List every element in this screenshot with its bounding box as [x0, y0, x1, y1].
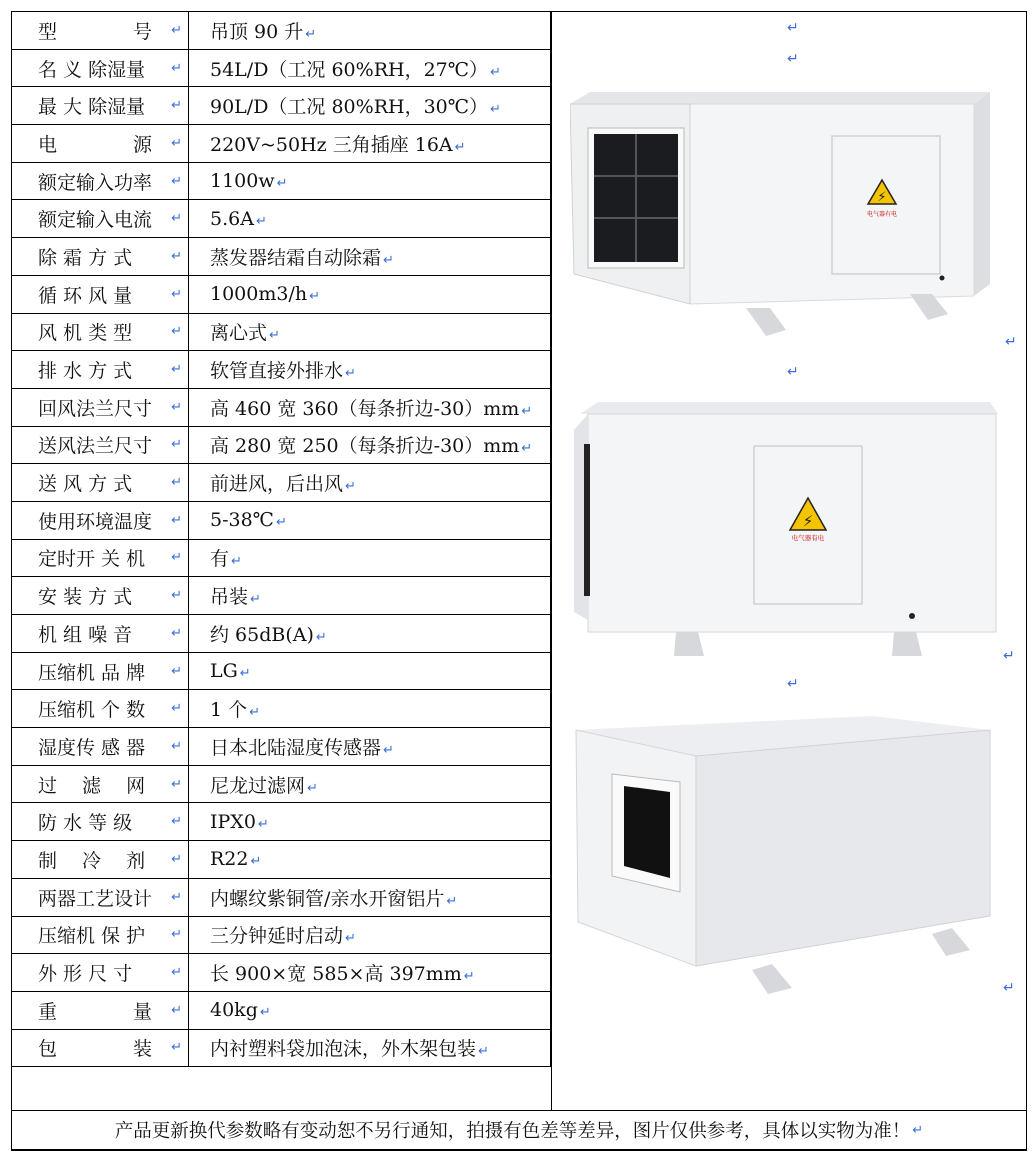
spec-value: R22 — [210, 848, 249, 871]
spec-value-cell — [189, 501, 551, 539]
return-mark: ↵ — [1003, 980, 1015, 996]
spec-label: 型 号 — [38, 20, 153, 43]
spec-value: 离心式 — [210, 322, 268, 345]
return-mark: ↵ — [454, 139, 466, 155]
spec-value: 软管直接外排水 — [210, 360, 344, 383]
svg-text:⚡: ⚡ — [877, 190, 887, 205]
return-mark: ↵ — [171, 98, 182, 114]
spec-label-cell — [12, 464, 189, 502]
spec-value: 长 900×宽 585×高 397mm — [210, 963, 462, 986]
spec-value-cell — [189, 351, 551, 389]
return-mark: ↵ — [345, 366, 356, 382]
return-mark: ↵ — [345, 479, 356, 495]
dehumidifier-rear-image — [572, 716, 1008, 998]
spec-label: 压缩机 个 数 — [38, 699, 146, 722]
return-mark: ↵ — [345, 931, 356, 947]
spec-label: 名 义 除湿量 — [38, 58, 146, 81]
spec-label: 额定输入电流 — [38, 209, 153, 232]
return-mark: ↵ — [250, 854, 262, 870]
spec-row — [12, 1029, 551, 1067]
return-mark: ↵ — [269, 328, 280, 344]
spec-value-cell — [189, 652, 551, 690]
return-mark: ↵ — [171, 1002, 182, 1018]
spec-table — [11, 11, 551, 1067]
return-mark: ↵ — [463, 969, 475, 985]
spec-value: 1 个 — [210, 699, 248, 722]
return-mark: ↵ — [307, 780, 318, 796]
spec-row — [12, 200, 551, 238]
return-mark: ↵ — [275, 515, 287, 531]
spec-value-cell — [189, 162, 551, 200]
return-mark: ↵ — [1003, 648, 1015, 664]
footer-note — [11, 1110, 1027, 1150]
spec-value: 日本北陆湿度传感器 — [210, 736, 382, 759]
return-mark: ↵ — [171, 814, 182, 830]
spec-value-cell — [189, 539, 551, 577]
spec-label: 安 装 方 式 — [38, 586, 133, 609]
spec-row — [12, 275, 551, 313]
spec-label: 除 霜 方 式 — [38, 246, 133, 269]
spec-label-cell — [12, 1029, 189, 1067]
return-mark: ↵ — [383, 742, 394, 758]
return-mark: ↵ — [446, 893, 458, 909]
spec-value: 三分钟延时启动 — [210, 925, 344, 948]
spec-label-cell — [12, 12, 189, 50]
spec-label: 外 形 尺 寸 — [38, 963, 133, 986]
spec-label: 机 组 噪 音 — [38, 623, 133, 646]
spec-row — [12, 501, 551, 539]
spec-row — [12, 238, 551, 276]
spec-value-cell — [189, 841, 551, 879]
spec-value: 蒸发器结霜自动除霜 — [210, 246, 382, 269]
return-mark: ↵ — [171, 475, 182, 491]
spec-label-cell — [12, 200, 189, 238]
spec-value-cell — [189, 275, 551, 313]
return-mark: ↵ — [171, 173, 182, 189]
return-mark: ↵ — [171, 625, 182, 641]
return-mark: ↵ — [787, 20, 799, 36]
spec-label: 排 水 方 式 — [38, 360, 133, 383]
spec-value-cell — [189, 200, 551, 238]
warning-label: 电气器有电 — [866, 211, 898, 218]
spec-row — [12, 464, 551, 502]
footer-note-text: 产品更新换代参数略有变动恕不另行通知，拍摄有色差等差异，图片仅供参考，具体以实物为准！ — [114, 1121, 911, 1142]
spec-label: 定时开 关 机 — [38, 548, 146, 571]
spec-label: 电 源 — [38, 133, 153, 156]
return-mark: ↵ — [239, 666, 251, 682]
spec-label: 过 滤 网 — [38, 774, 146, 797]
return-mark: ↵ — [171, 362, 182, 378]
return-mark: ↵ — [383, 252, 394, 268]
return-mark: ↵ — [171, 60, 182, 76]
spec-label-cell — [12, 841, 189, 879]
spec-row — [12, 841, 551, 879]
return-mark: ↵ — [255, 213, 267, 229]
return-mark: ↵ — [171, 324, 182, 340]
spec-value: 高 280 宽 250（每条折边-30）mm — [210, 435, 520, 458]
spec-value-cell — [189, 803, 551, 841]
return-mark: ↵ — [315, 629, 327, 645]
return-mark: ↵ — [490, 64, 501, 80]
spec-label: 送 风 方 式 — [38, 473, 133, 496]
spec-value: 内衬塑料袋加泡沫，外木架包装 — [210, 1038, 477, 1061]
spec-value-cell — [189, 12, 551, 50]
return-mark: ↵ — [305, 26, 317, 42]
spec-label-cell — [12, 162, 189, 200]
spec-value: LG — [210, 660, 238, 683]
spec-label-cell — [12, 351, 189, 389]
spec-row — [12, 916, 551, 954]
return-mark: ↵ — [171, 22, 182, 38]
spec-value-cell — [189, 313, 551, 351]
spec-label: 湿度传 感 器 — [38, 736, 146, 759]
spec-value: 约 65dB(A) — [210, 623, 314, 646]
spec-value: 220V~50Hz 三角插座 16A — [210, 133, 453, 156]
return-mark: ↵ — [521, 441, 533, 457]
return-mark: ↵ — [249, 705, 261, 721]
spec-value: 吊顶 90 升 — [210, 20, 304, 43]
spec-row — [12, 87, 551, 125]
spec-value: 前进风，后出风 — [210, 473, 344, 496]
return-mark: ↵ — [171, 776, 182, 792]
dehumidifier-front-image — [570, 88, 1010, 350]
spec-label: 风 机 类 型 — [38, 322, 133, 345]
spec-row — [12, 991, 551, 1029]
return-mark: ↵ — [787, 676, 799, 692]
spec-label: 压缩机 保 护 — [38, 925, 146, 948]
spec-label-cell — [12, 539, 189, 577]
return-mark: ↵ — [478, 1044, 489, 1060]
spec-label-cell — [12, 426, 189, 464]
spec-value: 5-38℃ — [210, 509, 274, 532]
spec-value: 40kg — [210, 999, 258, 1022]
return-mark: ↵ — [171, 399, 182, 415]
return-mark: ↵ — [171, 286, 182, 302]
spec-row — [12, 351, 551, 389]
spec-label-cell — [12, 728, 189, 766]
return-mark: ↵ — [250, 592, 261, 608]
return-mark: ↵ — [231, 554, 242, 570]
return-mark: ↵ — [1005, 334, 1017, 350]
spec-value: 吊装 — [210, 586, 249, 609]
spec-row — [12, 125, 551, 163]
spec-value-cell — [189, 728, 551, 766]
spec-label-cell — [12, 125, 189, 163]
spec-row — [12, 878, 551, 916]
spec-value-cell — [189, 615, 551, 653]
spec-label-cell — [12, 49, 189, 87]
return-mark: ↵ — [787, 51, 799, 67]
return-mark: ↵ — [171, 851, 182, 867]
return-mark: ↵ — [171, 211, 182, 227]
spec-label: 两器工艺设计 — [38, 887, 153, 910]
spec-row — [12, 765, 551, 803]
spec-label: 使用环境温度 — [38, 510, 153, 533]
return-mark: ↵ — [171, 965, 182, 981]
spec-value-cell — [189, 577, 551, 615]
return-mark: ↵ — [171, 889, 182, 905]
spec-label: 送风法兰尺寸 — [38, 435, 153, 458]
spec-label-cell — [12, 954, 189, 992]
spec-label-cell — [12, 916, 189, 954]
return-mark: ↵ — [521, 403, 533, 419]
spec-row — [12, 539, 551, 577]
dehumidifier-side-image — [568, 400, 1008, 662]
spec-label-cell — [12, 690, 189, 728]
spec-value: 5.6A — [210, 207, 254, 230]
spec-label-cell — [12, 388, 189, 426]
spec-value-cell — [189, 426, 551, 464]
spec-row — [12, 728, 551, 766]
spec-value: 1000m3/h — [210, 283, 308, 306]
spec-label: 压缩机 品 牌 — [38, 661, 146, 684]
spec-label-cell — [12, 577, 189, 615]
spec-value-cell — [189, 765, 551, 803]
return-mark: ↵ — [171, 663, 182, 679]
svg-text:⚡: ⚡ — [802, 512, 814, 530]
return-mark: ↵ — [787, 364, 799, 380]
spec-label-cell — [12, 991, 189, 1029]
spec-row — [12, 49, 551, 87]
return-mark: ↵ — [171, 701, 182, 717]
spec-value-cell — [189, 916, 551, 954]
spec-label-cell — [12, 87, 189, 125]
return-mark: ↵ — [171, 550, 182, 566]
spec-label-cell — [12, 615, 189, 653]
spec-row — [12, 313, 551, 351]
return-mark: ↵ — [171, 927, 182, 943]
spec-value: IPX0 — [210, 810, 256, 833]
spec-label-cell — [12, 275, 189, 313]
spec-value: 90L/D（工况 80%RH，30℃） — [210, 96, 489, 119]
spec-value: 高 460 宽 360（每条折边-30）mm — [210, 397, 520, 420]
spec-label: 制 冷 剂 — [38, 849, 146, 872]
spec-label-cell — [12, 765, 189, 803]
spec-row — [12, 803, 551, 841]
spec-value-cell — [189, 238, 551, 276]
return-mark: ↵ — [171, 135, 182, 151]
spec-label-cell — [12, 501, 189, 539]
spec-value: 尼龙过滤网 — [210, 774, 306, 797]
return-mark: ↵ — [309, 289, 321, 305]
spec-row — [12, 954, 551, 992]
spec-value-cell — [189, 49, 551, 87]
spec-value-cell — [189, 388, 551, 426]
return-mark: ↵ — [490, 102, 501, 118]
spec-row — [12, 652, 551, 690]
spec-label: 最 大 除湿量 — [38, 96, 146, 119]
spec-label-cell — [12, 652, 189, 690]
spec-label: 循 环 风 量 — [38, 284, 133, 307]
spec-value-cell — [189, 125, 551, 163]
return-mark: ↵ — [171, 512, 182, 528]
spec-label: 额定输入功率 — [38, 171, 153, 194]
spec-label: 回风法兰尺寸 — [38, 397, 153, 420]
spec-row — [12, 615, 551, 653]
spec-value-cell — [189, 878, 551, 916]
spec-value: 54L/D（工况 60%RH，27℃） — [210, 58, 489, 81]
return-mark: ↵ — [912, 1122, 924, 1138]
return-mark: ↵ — [171, 437, 182, 453]
spec-value-cell — [189, 1029, 551, 1067]
spec-value-cell — [189, 954, 551, 992]
return-mark: ↵ — [257, 816, 269, 832]
spec-value: 内螺纹紫铜管/亲水开窗铝片 — [210, 887, 445, 910]
spec-value: 1100w — [210, 170, 275, 193]
spec-value-cell — [189, 690, 551, 728]
return-mark: ↵ — [171, 738, 182, 754]
spec-row — [12, 388, 551, 426]
spec-label-cell — [12, 238, 189, 276]
spec-label: 重 量 — [38, 1000, 153, 1023]
spec-value-cell — [189, 87, 551, 125]
spec-row — [12, 426, 551, 464]
return-mark: ↵ — [171, 1040, 182, 1056]
spec-label: 包 装 — [38, 1038, 153, 1061]
spec-value-cell — [189, 991, 551, 1029]
spec-row — [12, 690, 551, 728]
svg-text:电气器有电: 电气器有电 — [791, 534, 825, 542]
spec-row — [12, 12, 551, 50]
spec-value: 有 — [210, 548, 230, 571]
spec-row — [12, 577, 551, 615]
return-mark: ↵ — [259, 1005, 271, 1021]
return-mark: ↵ — [171, 248, 182, 264]
spec-row — [12, 162, 551, 200]
spec-label-cell — [12, 313, 189, 351]
return-mark: ↵ — [171, 588, 182, 604]
return-mark: ↵ — [276, 176, 288, 192]
spec-label: 防 水 等 级 — [38, 812, 133, 835]
spec-label-cell — [12, 803, 189, 841]
spec-value-cell — [189, 464, 551, 502]
spec-label-cell — [12, 878, 189, 916]
